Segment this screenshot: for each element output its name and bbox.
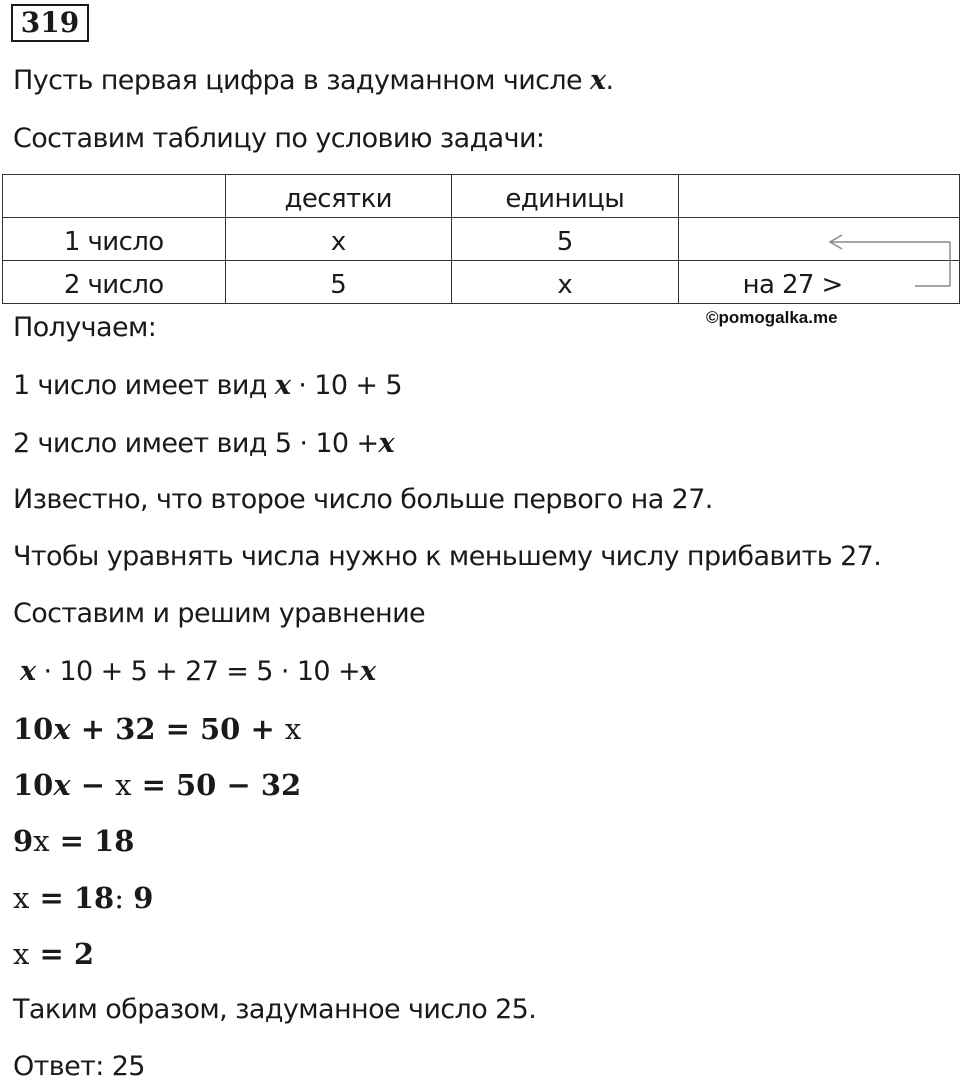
table-header-cell (3, 175, 226, 218)
equation-2 (13, 767, 301, 803)
equalize-line: Чтобы уравнять числа нужно к меньшему числу прибавить 27. (13, 541, 882, 572)
second-prefix: 2 число имеет вид 5 · 10 + (13, 428, 379, 459)
table-cell: 5 (451, 218, 678, 261)
watermark: ©pomogalka.me (706, 308, 838, 327)
eq-term: 10 (13, 712, 54, 746)
first-prefix: 1 число имеет вид (13, 370, 275, 401)
variable-x: x (360, 656, 376, 687)
second-number-line (13, 427, 394, 461)
equation-3 (13, 823, 134, 859)
intro-line-2: Составим таблицу по условию задачи: (13, 123, 545, 154)
eq-var: x (13, 937, 30, 971)
table-header-cell: единицы (451, 175, 678, 218)
table-cell: на 27 > (678, 261, 959, 304)
table-cell: 5 (225, 261, 451, 304)
table-row (3, 261, 960, 304)
table-header-row (3, 175, 960, 218)
table-header-cell (678, 175, 959, 218)
table-cell: 2 число (3, 261, 226, 304)
table-row (3, 218, 960, 261)
intro-end: . (605, 65, 614, 96)
eq-var: x (33, 824, 50, 858)
eq-term: 9 (133, 881, 154, 915)
compose-line: Составим и решим уравнение (13, 598, 426, 629)
condition-table (2, 174, 960, 304)
variable-x: x (20, 656, 36, 687)
eq-var: x (284, 712, 302, 746)
intro-text: Пусть первая цифра в задуманном числе (13, 65, 591, 96)
variable-x: x (274, 370, 291, 401)
first-suffix: · 10 + 5 (290, 370, 402, 401)
equation-5 (13, 936, 94, 972)
first-number-line (13, 369, 402, 403)
eq-var: x (53, 712, 71, 746)
eq-term: 10 (13, 768, 54, 802)
eq-var: x (115, 768, 132, 802)
table-cell: 1 число (3, 218, 226, 261)
eq-term: = 50 − 32 (131, 768, 302, 802)
equation-4 (13, 880, 153, 916)
table-header-cell: десятки (225, 175, 451, 218)
eq-term: : (114, 881, 134, 915)
variable-x: x (590, 65, 606, 96)
known-line: Известно, что второе число больше первого на 27. (13, 484, 713, 515)
eq-term: = 18 (49, 824, 135, 858)
eq-var: x (13, 881, 30, 915)
intro-line-1 (13, 64, 614, 98)
variable-x: x (378, 428, 395, 459)
eq-var: x (53, 768, 71, 802)
answer-line: Ответ: 25 (13, 1051, 145, 1082)
comparison-arrow-icon (820, 230, 955, 290)
eq-term: 9 (13, 824, 34, 858)
received-line: Получаем: (13, 312, 157, 343)
equation-mid: · 10 + 5 + 27 = 5 · 10 + (35, 656, 360, 687)
problem-number: 319 (11, 4, 89, 42)
table-cell: x (451, 261, 678, 304)
eq-term: = 2 (29, 937, 95, 971)
eq-term: = 18 (29, 881, 115, 915)
eq-term: + 32 = 50 + (70, 712, 285, 746)
equation-1 (13, 711, 301, 747)
table-cell: x (225, 218, 451, 261)
eq-term: − (70, 768, 116, 802)
equation-0 (20, 655, 376, 689)
conclusion-line: Таким образом, задуманное число 25. (13, 994, 537, 1025)
